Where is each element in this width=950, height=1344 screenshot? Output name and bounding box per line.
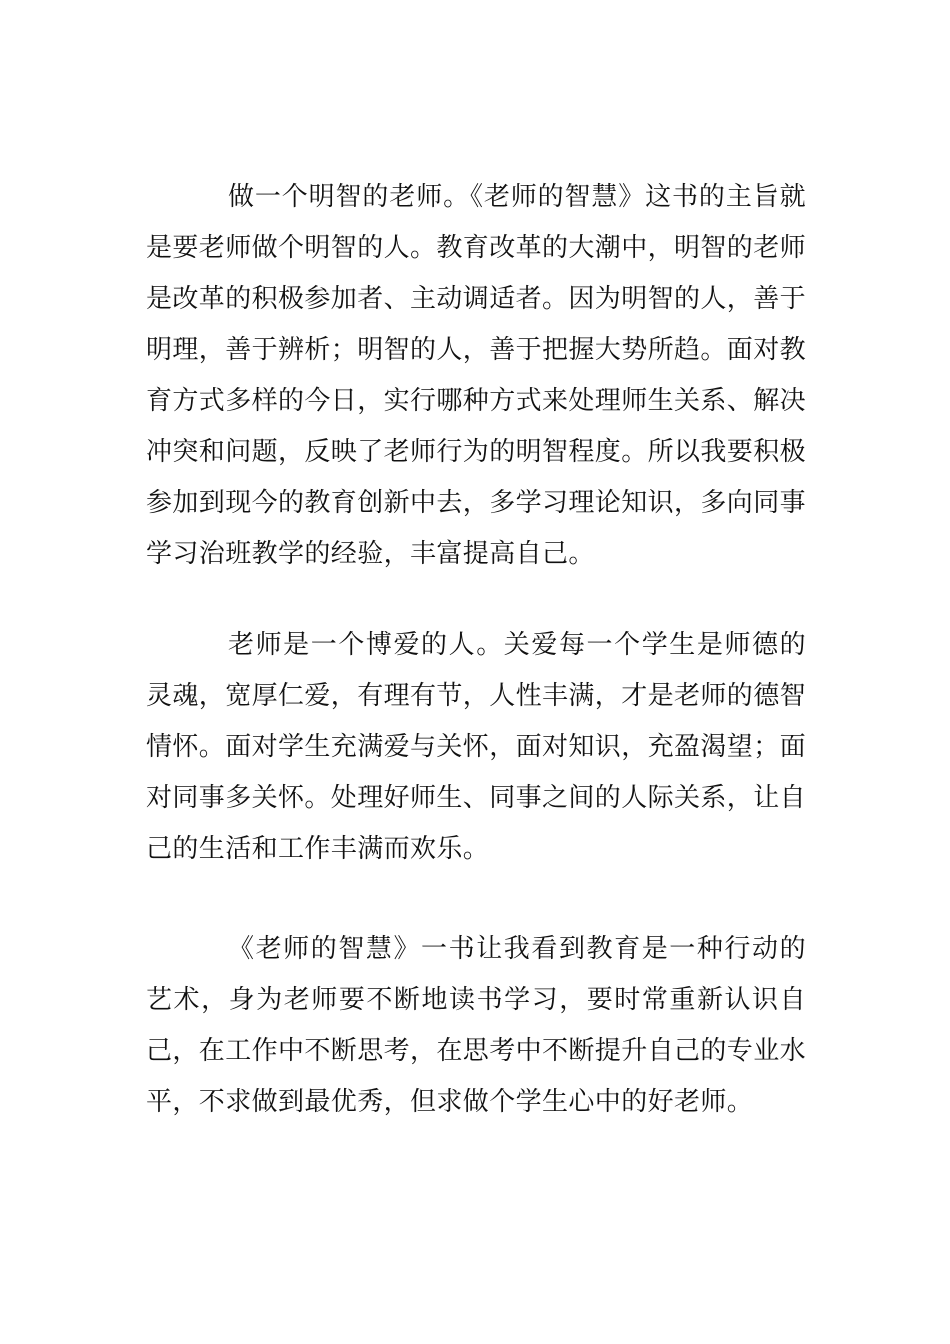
paragraph-conclusion: 《老师的智慧》一书让我看到教育是一种行动的艺术，身为老师要不断地读书学习，要时常重新认识自己，在工作中不断思考，在思考中不断提升自己的专业水平，不求做到最优秀，但求做个学生心中的好老师。 <box>146 934 807 1117</box>
paragraph-caring-teacher: 老师是一个博爱的人。关爱每一个学生是师德的灵魂，宽厚仁爱，有理有节，人性丰满，才是老师的德智情怀。面对学生充满爱与关怀，面对知识，充盈渴望；面对同事多关怀。处理好师生、同事之间的人际关系，让自己的生活和工作丰满而欢乐。 <box>146 630 807 864</box>
paragraph-wise-teacher: 做一个明智的老师。《老师的智慧》这书的主旨就是要老师做个明智的人。教育改革的大潮中，明智的老师是改革的积极参加者、主动调适者。因为明智的人，善于明理，善于辨析；明智的人，善于把握大势所趋。面对教育方式多样的今日，实行哪种方式来处理师生关系、解决冲突和问题，反映了老师行为的明智程度。所以我要积极参加到现今的教育创新中去，多学习理论知识，多向同事学习治班教学的经验，丰富提高自己。 <box>146 182 807 569</box>
